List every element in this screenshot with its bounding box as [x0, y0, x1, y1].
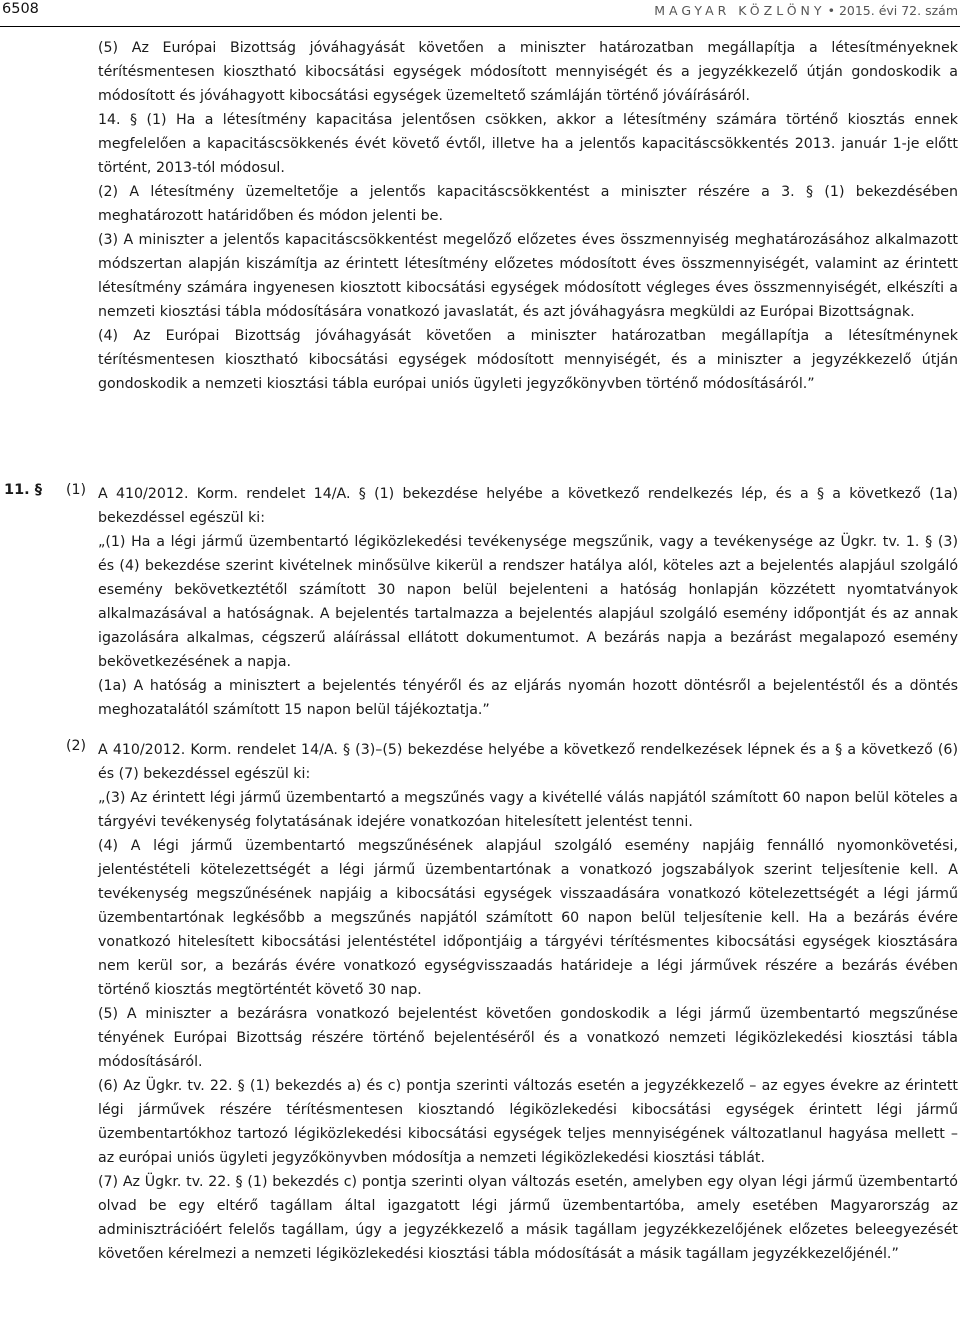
subsection-1-label: (1) [66, 482, 87, 498]
sub2-quote-3: „(3) Az érintett légi jármű üzembentartó a megszűnés vagy a kivétellé válás napjától számított 60 napon belül köteles a tárgyévi tevékenység folytatásának idejére vonatkozóan hitelesített jelentést tenni. [98, 790, 958, 830]
paragraph-14-1: 14. § (1) Ha a létesítmény kapacitása jelentősen csökken, akkor a létesítmény számára történő kiosztás ennek megfelelően a kapacitáscsökkenés évét követő évtől, illetve ha a jelentős kapacitáscsökkentés 2013. január 1-je előtt történt, 2013-tól módosul. [98, 112, 958, 176]
sub2-quote-7: (7) Az Ügkr. tv. 22. § (1) bekezdés c) pontja szerinti olyan változás esetén, amelyben egy olyan légi jármű üzembentartó olvad be egy eltérő tagállam által igazgatott légi jármű üzembentartóba, amely esetében Magyarország az adminisztrációért felelős tagállam, úgy a jegyzékkezelő a másik tagállam jegyzékkezelőjének előzetes beleegyezését követően kérelmezi a nemzeti légiközlekedési kiosztási tábla módosítását a másik tagállam jegyzékkezelőjénél.” [98, 1174, 958, 1262]
sub2-quote-4: (4) A légi jármű üzembentartó megszűnésének alapjául szolgáló esemény napjáig fennálló nyomonkövetési, jelentéstételi kötelezettségét a légi jármű üzembentartónak a vonatkozó jogszabályok szerint teljesítenie kell. A tevékenység megszűnésének napjáig a kibocsátási egységek visszaadására vonatkozó kötelezettségét a légi jármű üzembentartónak legkésőbb a megszűnés napjától számított 60 napon belül teljesítenie kell. Ha a bezárás évére vonatkozó hitelesített kibocsátási jelentéstétel időpontjáig a tárgyévi térítésmentes kibocsátási egységek kiosztására nem kerül sor, a bezárás évére vonatkozó egységvisszaadás határideje a légi járművek részére a bezárás évében történő kiosztás megtörténtét követő 30 nap. [98, 838, 958, 998]
sub2-quote-6: (6) Az Ügkr. tv. 22. § (1) bekezdés a) és c) pontja szerinti változás esetén a jegyzékkezelő – az egyes évekre az érintett légi járművek részére térítésmentesen kiosztandó légiközlekedési kibocsátási egységek érintett légi jármű üzembentartókhoz tartozó légiközlekedési kibocsátási egységek teljes mennyiségének változatlanul hagyása mellett – az európai uniós ügyleti jegyzőkönyvben módosítja a nemzeti légiközlekedési kiosztási táblát. [98, 1078, 958, 1166]
issue-label: 2015. évi 72. szám [838, 3, 958, 18]
paragraph-14-2: (2) A létesítmény üzemeltetője a jelentős kapacitáscsökkentést a miniszter részére a 3. § (1) bekezdésében meghatározott határidőben és módon jelenti be. [98, 184, 958, 224]
section-11-label: 11. § [4, 482, 42, 498]
sub2-quote-5: (5) A miniszter a bezárásra vonatkozó bejelentést követően gondoskodik a légi jármű üzembentartó megszűnése tényének Európai Bizottság részére történő bejelentéséről és a vonatkozó nemzeti légiközlekedési kiosztási tábla módosításáról. [98, 1006, 958, 1070]
header-right [654, 3, 958, 18]
page-header [0, 0, 960, 27]
paragraph-5: (5) Az Európai Bizottság jóváhagyását követően a miniszter határozatban megállapítja a létesítményeknek térítésmentesen kiosztható kibocsátási egységek módosított mennyiségét és a jegyzékkezelő útján gondoskodik a módosított és jóváhagyott kibocsátási egységek üzemeltető számláján történő jóváírásáról. [98, 40, 958, 104]
sub1-quote-1: „(1) Ha a légi jármű üzembentartó légiközlekedési tevékenysége megszűnik, vagy a tevékenysége az Ügkr. tv. 1. § (3) és (4) bekezdése szerint kivételnek minősülve kikerül a rendszer hatálya alól, köteles azt a bejelentés alapjául szolgáló esemény bekövetkeztétől számított 30 napon belül bejelenteni a hatóság honlapján közzétett nyomtatványok alkalmazásával a hatóságnak. A bejelentés tartalmazza a bejelentés alapjául szolgáló esemény időpontját és az annak igazolására alkalmas, cégszerű aláírással ellátott dokumentumot. A bezárás napja a bezárást megalapozó esemény bekövetkezésének a napja. [98, 534, 958, 670]
section-11-sub2 [98, 738, 958, 1266]
page-number: 6508 [2, 1, 39, 17]
sub2-intro: A 410/2012. Korm. rendelet 14/A. § (3)–(5) bekezdése helyébe a következő rendelkezések lépnek és a § a következő (6) és (7) bekezdéssel egészül ki: [98, 742, 958, 782]
sub1-quote-1a: (1a) A hatóság a minisztert a bejelentés tényéről és az eljárás nyomán hozott döntésről a bejelentéstől és a döntés meghozatalától számított 15 napon belül tájékoztatja.” [98, 678, 958, 718]
sub1-intro: A 410/2012. Korm. rendelet 14/A. § (1) bekezdése helyébe a következő rendelkezés lép, és a § a következő (1a) bekezdéssel egészül ki: [98, 486, 958, 526]
top-section [98, 36, 958, 396]
subsection-2-label: (2) [66, 738, 87, 754]
journal-title: MAGYAR KÖZLÖNY [654, 3, 826, 18]
bullet-separator: • [827, 3, 835, 18]
paragraph-14-3: (3) A miniszter a jelentős kapacitáscsökkentést megelőző előzetes éves összmennyiség meghatározásához alkalmazott módszertan alapján kiszámítja az érintett létesítmény előzetes módosított éves összmennyiségét, valamint az érintett létesítmény számára ingyenesen kiosztott kibocsátási egységek módosított végleges éves összmennyiségét, elkészíti a nemzeti kiosztási tábla módosítására vonatkozó javaslatát, és azt jóváhagyásra megküldi az Európai Bizottságnak. [98, 232, 958, 320]
section-11-sub1 [98, 482, 958, 722]
paragraph-14-4: (4) Az Európai Bizottság jóváhagyását követően a miniszter határozatban megállapítja a létesítménynek térítésmentesen kiosztható kibocsátási egységek módosított mennyiségét, és a miniszter a jegyzékkezelő útján gondoskodik a nemzeti kiosztási tábla európai uniós ügyleti jegyzőkönyvben történő módosításáról.” [98, 328, 958, 392]
